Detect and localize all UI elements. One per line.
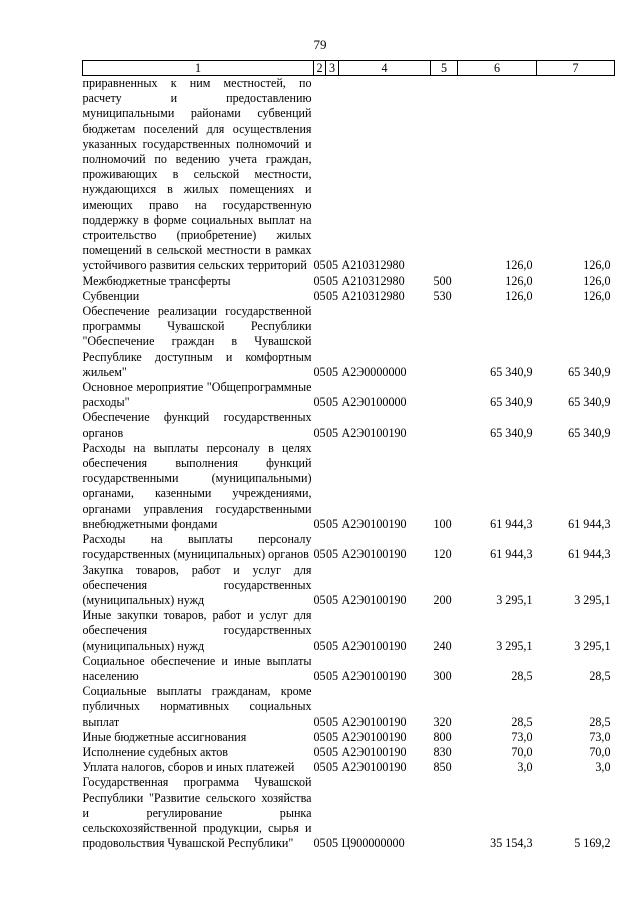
target-article-code: A2Э0100190 xyxy=(341,425,407,440)
subsection-code: 05 xyxy=(325,516,339,531)
amount-year-2: 126,0 xyxy=(583,273,611,288)
amount-year-1: 35 154,3 xyxy=(490,836,533,851)
amount-year-2: 28,5 xyxy=(589,714,611,729)
expense-name: Расходы на выплаты персоналу государственных (муниципальных) органов xyxy=(82,532,312,562)
table-row xyxy=(83,745,615,760)
header-cell: 5 xyxy=(431,61,458,76)
expense-type-code: 800 xyxy=(433,729,452,744)
subsection-code: 05 xyxy=(325,729,339,744)
expense-type-code: 300 xyxy=(433,668,452,683)
section-code: 05 xyxy=(313,668,326,683)
expense-name: Расходы на выплаты персоналу в целях обеспечения выполнения функций государственными (муниципальными) органами, казенными учреждениями, органами управления государственными внебюджетными фондами xyxy=(82,440,312,531)
page-number: 79 xyxy=(313,37,327,52)
section-code: 05 xyxy=(313,760,326,775)
subsection-code: 05 xyxy=(325,547,339,562)
expense-name: Основное мероприятие "Общепрограммные расходы" xyxy=(82,380,312,410)
section-code: 05 xyxy=(313,516,326,531)
amount-year-1: 28,5 xyxy=(511,714,533,729)
expense-type-code: 320 xyxy=(433,714,452,729)
target-article-code: A2Э0100190 xyxy=(341,638,407,653)
amount-year-1: 73,0 xyxy=(511,729,533,744)
subsection-code: 05 xyxy=(325,760,339,775)
table-row xyxy=(83,304,615,380)
amount-year-1: 65 340,9 xyxy=(490,395,533,410)
amount-year-2: 3 295,1 xyxy=(574,638,611,653)
table-row xyxy=(83,730,615,745)
subsection-code: 05 xyxy=(325,592,339,607)
target-article-code: A2Э0100000 xyxy=(341,395,407,410)
section-code: 05 xyxy=(313,714,326,729)
target-article-code: A2Э0100190 xyxy=(341,516,407,531)
expense-type-code xyxy=(431,775,458,851)
target-article-code: A2Э0100190 xyxy=(341,547,407,562)
table-row xyxy=(83,410,615,440)
amount-year-1: 3,0 xyxy=(517,760,533,775)
section-code: 05 xyxy=(313,273,326,288)
amount-year-1: 3 295,1 xyxy=(496,592,533,607)
expense-name: Закупка товаров, работ и услуг для обеспечения государственных (муниципальных) нужд xyxy=(82,562,312,607)
expense-name: Государственная программа Чувашской Республики "Развитие сельского хозяйства и регулирование рынка сельскохозяйственной продукции, сырья и продовольствия Чувашской Республики" xyxy=(82,775,312,851)
target-article-code: A2Э0000000 xyxy=(341,364,407,379)
expense-name: приравненных к ним местностей, по расчету и предоставлению муниципальными районами субвенций бюджетам поселений для осуществления указанных государственных полномочий и полномочий по ведению учета граждан, проживающих в сельской местности, нуждающихся в жилых помещениях и имеющих право на государственную поддержку в форме социальных выплат на строительство (приобретение) жилых помещений в сельской местности в рамках устойчивого развития сельских территорий xyxy=(82,76,312,273)
section-code: 05 xyxy=(313,836,326,851)
table-row xyxy=(83,563,615,609)
table-row xyxy=(83,274,615,289)
amount-year-2: 70,0 xyxy=(589,744,611,759)
amount-year-2: 126,0 xyxy=(583,288,611,303)
target-article-code: A210312980 xyxy=(341,288,405,303)
amount-year-2: 61 944,3 xyxy=(568,547,611,562)
table-body xyxy=(83,76,615,852)
subsection-code: 05 xyxy=(325,744,339,759)
section-code: 05 xyxy=(313,288,326,303)
target-article-code: A210312980 xyxy=(341,258,405,273)
expense-name: Социальное обеспечение и иные выплаты населению xyxy=(82,653,312,683)
amount-year-1: 61 944,3 xyxy=(490,516,533,531)
header-row xyxy=(83,61,615,76)
expense-name: Уплата налогов, сборов и иных платежей xyxy=(82,760,295,775)
table-row xyxy=(83,532,615,562)
table-row xyxy=(83,441,615,532)
amount-year-2: 28,5 xyxy=(589,668,611,683)
expense-name: Обеспечение функций государственных органов xyxy=(82,410,312,440)
expense-type-code: 530 xyxy=(433,288,452,303)
target-article-code: A2Э0100190 xyxy=(341,760,407,775)
section-code: 05 xyxy=(313,425,326,440)
subsection-code: 05 xyxy=(325,395,339,410)
amount-year-2: 65 340,9 xyxy=(568,395,611,410)
expense-type-code: 830 xyxy=(433,744,452,759)
target-article-code: A2Э0100190 xyxy=(341,592,407,607)
amount-year-1: 65 340,9 xyxy=(490,425,533,440)
target-article-code: A2Э0100190 xyxy=(341,668,407,683)
subsection-code: 05 xyxy=(325,668,339,683)
amount-year-1: 126,0 xyxy=(505,288,533,303)
subsection-code: 05 xyxy=(325,364,339,379)
expense-name: Обеспечение реализации государственной программы Чувашской Республики "Обеспечение граждан в Чувашской Республике доступным и комфортным жильем" xyxy=(82,304,312,379)
expense-type-code xyxy=(431,410,458,440)
table-row xyxy=(83,654,615,684)
expense-name: Межбюджетные трансферты xyxy=(82,273,231,288)
table-row xyxy=(83,380,615,410)
amount-year-2: 73,0 xyxy=(589,729,611,744)
expense-name: Социальные выплаты гражданам, кроме публичных нормативных социальных выплат xyxy=(82,684,312,729)
expense-type-code: 500 xyxy=(433,273,452,288)
amount-year-2: 3 295,1 xyxy=(574,592,611,607)
header-cell: 3 xyxy=(326,61,339,76)
target-article-code: A2Э0100190 xyxy=(341,744,407,759)
subsection-code: 05 xyxy=(325,288,339,303)
table-row xyxy=(83,760,615,775)
expense-type-code: 120 xyxy=(433,547,452,562)
section-code: 05 xyxy=(313,395,326,410)
amount-year-1: 3 295,1 xyxy=(496,638,533,653)
expense-name: Исполнение судебных актов xyxy=(82,744,228,759)
table-row xyxy=(83,775,615,851)
amount-year-1: 126,0 xyxy=(505,258,533,273)
section-code: 05 xyxy=(313,744,326,759)
header-cell: 6 xyxy=(458,61,537,76)
budget-table xyxy=(82,60,615,851)
target-article-code: A2Э0100190 xyxy=(341,729,407,744)
expense-type-code xyxy=(431,76,458,274)
header-cell: 2 xyxy=(314,61,326,76)
amount-year-2: 65 340,9 xyxy=(568,425,611,440)
expense-type-code xyxy=(431,380,458,410)
section-code: 05 xyxy=(313,364,326,379)
amount-year-1: 28,5 xyxy=(511,668,533,683)
expense-type-code: 240 xyxy=(433,638,452,653)
amount-year-1: 126,0 xyxy=(505,273,533,288)
subsection-code: 05 xyxy=(325,638,339,653)
section-code: 05 xyxy=(313,547,326,562)
target-article-code: Ц900000000 xyxy=(341,836,405,851)
amount-year-2: 61 944,3 xyxy=(568,516,611,531)
expense-type-code: 850 xyxy=(433,760,452,775)
table-row xyxy=(83,76,615,274)
header-cell: 7 xyxy=(537,61,615,76)
expense-name: Субвенции xyxy=(82,288,140,303)
expense-name: Иные закупки товаров, работ и услуг для обеспечения государственных (муниципальных) нужд xyxy=(82,608,312,653)
section-code: 05 xyxy=(313,729,326,744)
amount-year-2: 3,0 xyxy=(595,760,611,775)
section-code: 05 xyxy=(313,258,326,273)
expense-type-code: 200 xyxy=(433,592,452,607)
subsection-code: 05 xyxy=(325,258,339,273)
amount-year-1: 70,0 xyxy=(511,744,533,759)
expense-type-code xyxy=(431,304,458,380)
subsection-code: 05 xyxy=(325,714,339,729)
table-row xyxy=(83,608,615,654)
table-row xyxy=(83,684,615,730)
amount-year-2: 126,0 xyxy=(583,258,611,273)
amount-year-2: 65 340,9 xyxy=(568,364,611,379)
amount-year-2: 5 169,2 xyxy=(574,836,611,851)
header-cell: 1 xyxy=(83,61,314,76)
subsection-code: 05 xyxy=(325,273,339,288)
section-code: 05 xyxy=(313,592,326,607)
target-article-code: A2Э0100190 xyxy=(341,714,407,729)
expense-type-code: 100 xyxy=(433,516,452,531)
subsection-code: 05 xyxy=(325,836,339,851)
amount-year-1: 65 340,9 xyxy=(490,364,533,379)
expense-name: Иные бюджетные ассигнования xyxy=(82,729,247,744)
section-code: 05 xyxy=(313,638,326,653)
amount-year-1: 61 944,3 xyxy=(490,547,533,562)
subsection-code: 05 xyxy=(325,425,339,440)
table-row xyxy=(83,289,615,304)
header-cell: 4 xyxy=(339,61,431,76)
target-article-code: A210312980 xyxy=(341,273,405,288)
